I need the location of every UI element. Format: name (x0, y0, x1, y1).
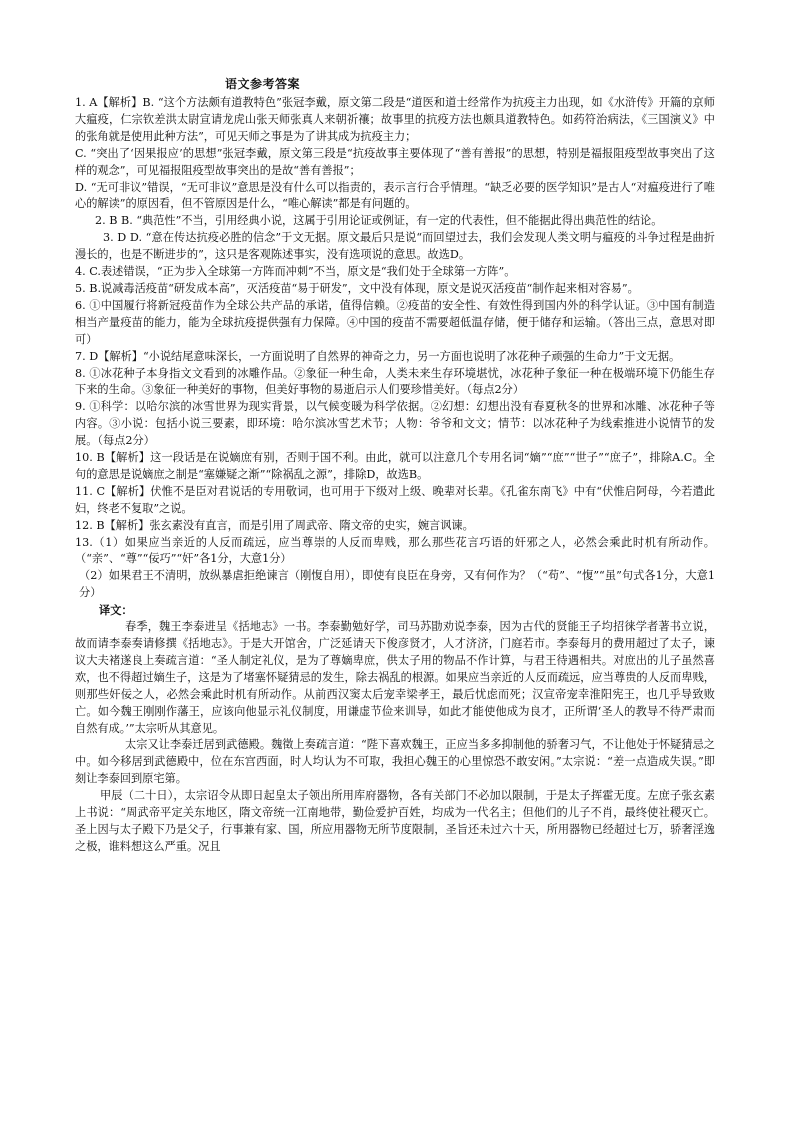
translation-paragraph-2: 太宗又让李泰迁居到武德殿。魏徵上奏疏言道：“陛下喜欢魏王，正应当多多抑制他的骄奢习气，不让他处于怀疑猜忌之中。如今移居到武德殿中，位在东宫西面，时人均认为不可取，我担心魏王的心里惊恐不敢安闲。”太宗说：“差一点造成失误。”即刻让李泰回到原宅第。 (75, 738, 715, 786)
translation-paragraph-1: 春季，魏王李泰进呈《括地志》一书。李泰勤勉好学，司马苏勖劝说李泰，因为古代的贤能王子均招徕学者著书立说，故而请李泰奏请修撰《括地志》。于是大开馆舍，广泛延请天下俊彦贤才，人才济济，门庭若市。李泰每月的费用超过了太子，谏议大夫褚遂良上奏疏言道：“圣人制定礼仪，是为了尊嫡卑庶，供太子用的物品不作计算，与君王待遇相共。对庶出的儿子虽然喜欢，也不得超过嫡生子，这是为了堵塞怀疑猜忌的发生，除去祸乱的根源。如果应当亲近的人反而疏远，应当尊贵的人反而卑贱，则那些奸佞之人，必然会乘此时机有所动作。从前西汉窦太后宠幸梁孝王，最后忧虑而死；汉宣帝宠幸淮阳宪王，也几乎导致败亡。如今魏王刚刚作藩王，应该向他显示礼仪制度，用谦虚节俭来训导，如此才能使他成为良才，正所谓‘圣人的教导不待严肃而自然有成。’”太宗听从其意见。 (75, 620, 715, 735)
translation-paragraph-3: 甲辰（二十日），太宗诏令从即日起皇太子领出所用库府器物，各有关部门不必加以限制，于是太子挥霍无度。左庶子张玄素上书说：“周武帝平定关东地区，隋文帝统一江南地带，勤俭爱护百姓，均成为一代名主；但他们的儿子不肖，最终使社稷灭亡。圣上因与太子殿下乃是父子，行事兼有家、国，所应用器物无所节度限制，圣旨还未过六十天，所用器物已经超过七万，骄奢淫逸之极，谁料想这么严重。况且 (75, 789, 715, 853)
answer-body (75, 95, 715, 856)
page-title: 语文参考答案 (225, 77, 301, 91)
answer-1-d: D. “无可非议”错误，“无可非议”意思是没有什么可以指责的，表示言行合乎情理。“缺乏必要的医学知识”是古人“对瘟疫进行了唯心的解读”的原因看，但不管原因是什么，“唯心解读”都是有问题的。 (75, 180, 715, 211)
answer-13-1: 13.（1）如果应当亲近的人反而疏远，应当尊崇的人反而卑贱，那么那些花言巧语的奸邪之人，必然会乘此时机有所动作。（“亲”、“尊”“佞巧”“奸”各1分，大意1分） (75, 535, 715, 566)
translation-heading: 译文： (99, 603, 133, 618)
answer-9: 9. ①科学：以哈尔滨的冰雪世界为现实背景，以气候变暖为科学依据。②幻想：幻想出没有春夏秋冬的世界和冰雕、冰花种子等内容。③小说：包括小说三要素，即环境：哈尔滨冰雪艺术节；人物：爷爷和文文；情节：以冰花种子为线索推进小说情节的发展。（每点2分） (75, 400, 715, 448)
answer-1-c: C. “突出了‘因果报应’的思想”张冠李戴，原文第三段是“抗疫故事主要体现了“善有善报”的思想，特别是福报阻疫型故事突出了这样的观念”，可见福报阻疫型故事突出的是故“善有善报”； (75, 146, 715, 177)
answer-10: 10. B【解析】这一段话是在说嫡庶有别，否则于国不利。由此，就可以注意几个专用名词“嫡”“庶”“世子”“庶子”，排除A.C。全句的意思是说嫡庶之制是“塞嫌疑之渐”“除祸乱之源”，排除D，故选B。 (75, 451, 715, 481)
answer-11: 11. C【解析】伏惟不是臣对君说话的专用敬词，也可用于下级对上级、晚辈对长辈。《孔雀东南飞》中有“伏惟启阿母，今若遣此妇，终老不复取”之说。 (75, 484, 715, 515)
answer-13-2: （2）如果君王不清明，放纵暴虐拒绝谏言（刚愎自用），即使有良臣在身旁，又有何作为？（“苟”、“愎”“虽”句式各1分，大意1分） (79, 569, 715, 600)
answer-8: 8. ①冰花种子本身指文文看到的冰雕作品。②象征一种生命，人类未来生存环境堪忧，冰花种子象征一种在极端环境下仍能生存下来的生命。③象征一种美好的事物，但美好事物的易逝启示人们要珍惜美好。（每点2分） (75, 366, 715, 397)
answer-7: 7. D【解析】“小说结尾意味深长，一方面说明了自然界的神奇之力，另一方面也说明了冰花种子顽强的生命力”于文无据。 (75, 349, 681, 363)
answer-6: 6. ①中国履行将新冠疫苗作为全球公共产品的承诺，值得信赖。②疫苗的安全性、有效性得到国内外的科学认证。③中国有制造相当产量疫苗的能力，能为全球抗疫提供强有力保障。④中国的疫苗不需要超低温存储，便于储存和运输。（答出三点，意思对即可） (75, 298, 715, 346)
answer-3: 3. D D. “意在传达抗疫必胜的信念”于文无据。原文最后只是说“而回望过去，我们会发现人类文明与瘟疫的斗争过程是曲折漫长的，也是不断进步的”，这只是客观陈述事实，没有选项说的意思。故选D。 (75, 231, 715, 262)
answer-2: 2. B B. “典范性”不当，引用经典小说，这属于引用论证或例证，有一定的代表性，但不能据此得出典范性的结论。 (95, 214, 663, 228)
answer-5: 5. B.说减毒活疫苗“研发成本高”，灭活疫苗“易于研发”，文中没有体现，原文是说灭活疫苗“制作起来相对容易”。 (75, 281, 639, 295)
answer-1: 1. A【解析】B. “这个方法颇有道教特色”张冠李戴，原文第二段是“道医和道士经常作为抗疫主力出现，如《水浒传》开篇的京师大瘟疫，仁宗钦差洪太尉宣请龙虎山张天师张真人来朝祈禳；故事里的抗疫方法也颇具道教特色。如药符治病法，《三国演义》中的张角就是使用此种方法”，可见天师之事是为了讲其成为抗疫主力； (75, 96, 715, 143)
answer-4: 4. C.表述错误，“正为步入全球第一方阵而冲刺”不当，原文是“我们处于全球第一方阵”。 (75, 265, 516, 279)
answer-12: 12. B【解析】张玄素没有直言，而是引用了周武帝、隋文帝的史实，婉言讽谏。 (75, 518, 474, 532)
